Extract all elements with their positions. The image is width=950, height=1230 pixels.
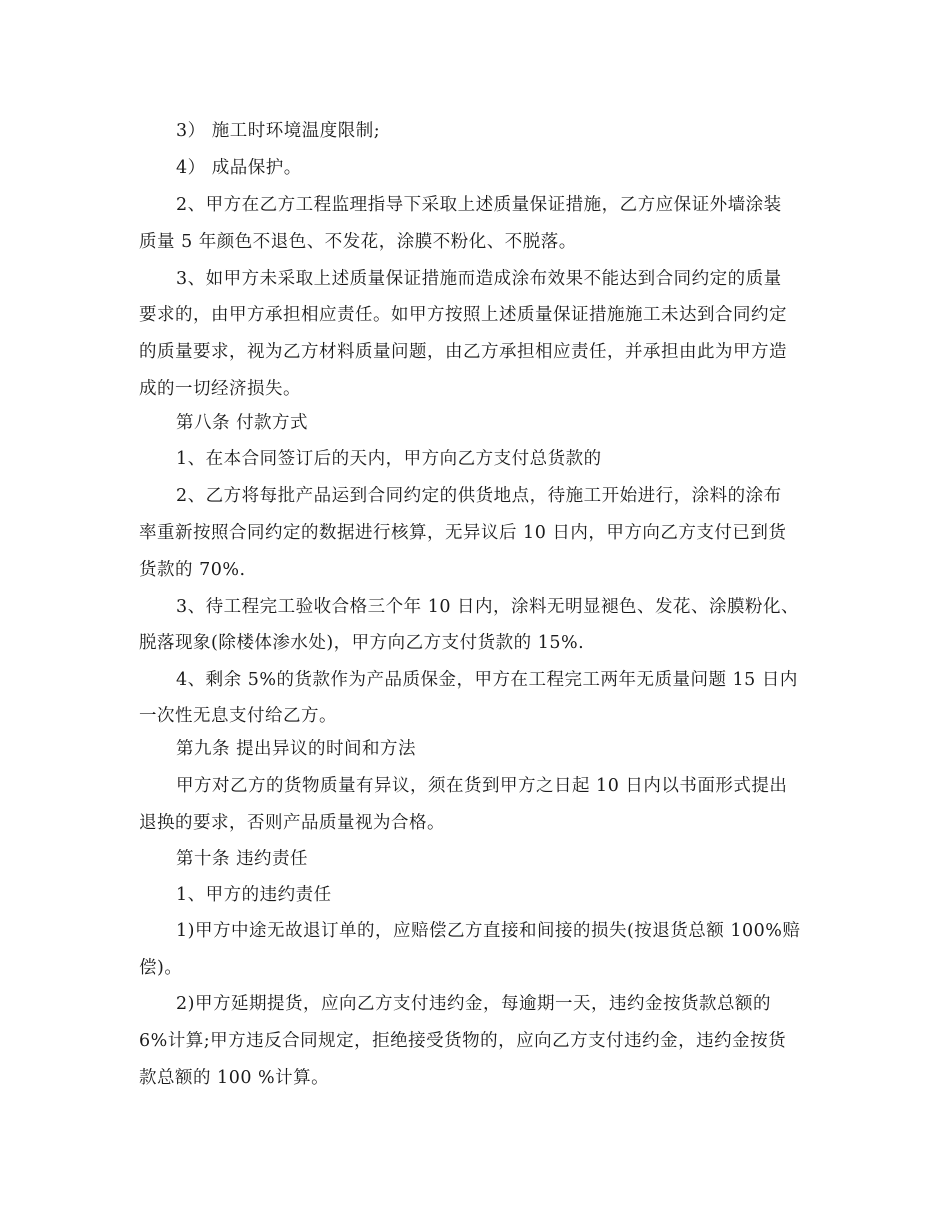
text-line: 4） 成品保护。 [176,158,302,178]
text-line: 2、乙方将每批产品运到合同约定的供货地点，待施工开始进行，涂料的涂布 [176,486,782,506]
section-heading: 第九条 提出异议的时间和方法 [176,739,417,759]
text-line: 甲方对乙方的货物质量有异议，须在货到甲方之日起 10 日内以书面形式提出 [176,776,788,796]
text-line: 款总额的 100 %计算。 [139,1068,330,1088]
text-line: 1、甲方的违约责任 [176,885,332,905]
text-line: 退换的要求，否则产品质量视为合格。 [139,813,445,833]
text-line: 1)甲方中途无故退订单的，应赔偿乙方直接和间接的损失(按退货总额 100%赔 [176,921,801,941]
text-line: 货款的 70%. [139,560,246,580]
text-line: 3、如甲方未采取上述质量保证措施而造成涂布效果不能达到合同约定的质量 [176,269,782,289]
text-line: 2、甲方在乙方工程监理指导下采取上述质量保证措施，乙方应保证外墙涂装 [176,195,782,215]
text-line: 1、在本合同签订后的天内，甲方向乙方支付总货款的 [176,449,602,469]
text-line: 率重新按照合同约定的数据进行核算，无异议后 10 日内，甲方向乙方支付已到货 [139,523,787,543]
text-line: 一次性无息支付给乙方。 [139,706,337,726]
section-heading: 第八条 付款方式 [176,413,309,433]
text-line: 脱落现象(除楼体渗水处)，甲方向乙方支付货款的 15%. [139,633,585,653]
section-heading: 第十条 违约责任 [176,849,309,869]
text-line: 要求的，由甲方承担相应责任。如甲方按照上述质量保证措施施工未达到合同约定 [139,305,787,325]
text-line: 4、剩余 5%的货款作为产品质保金，甲方在工程完工两年无质量问题 15 日内 [176,670,798,690]
text-line: 偿)。 [139,958,183,978]
text-line: 3） 施工时环境温度限制; [176,121,381,141]
text-line: 3、待工程完工验收合格三个年 10 日内，涂料无明显褪色、发花、涂膜粉化、 [176,597,800,617]
text-line: 的质量要求，视为乙方材料质量问题，由乙方承担相应责任，并承担由此为甲方造 [139,342,787,362]
text-line: 质量 5 年颜色不退色、不发花，涂膜不粉化、不脱落。 [139,232,577,252]
text-line: 6%计算;甲方违反合同规定，拒绝接受货物的，应向乙方支付违约金，违约金按货 [139,1031,787,1051]
text-line: 成的一切经济损失。 [139,379,301,399]
text-line: 2)甲方延期提货，应向乙方支付违约金，每逾期一天，违约金按货款总额的 [176,994,771,1014]
